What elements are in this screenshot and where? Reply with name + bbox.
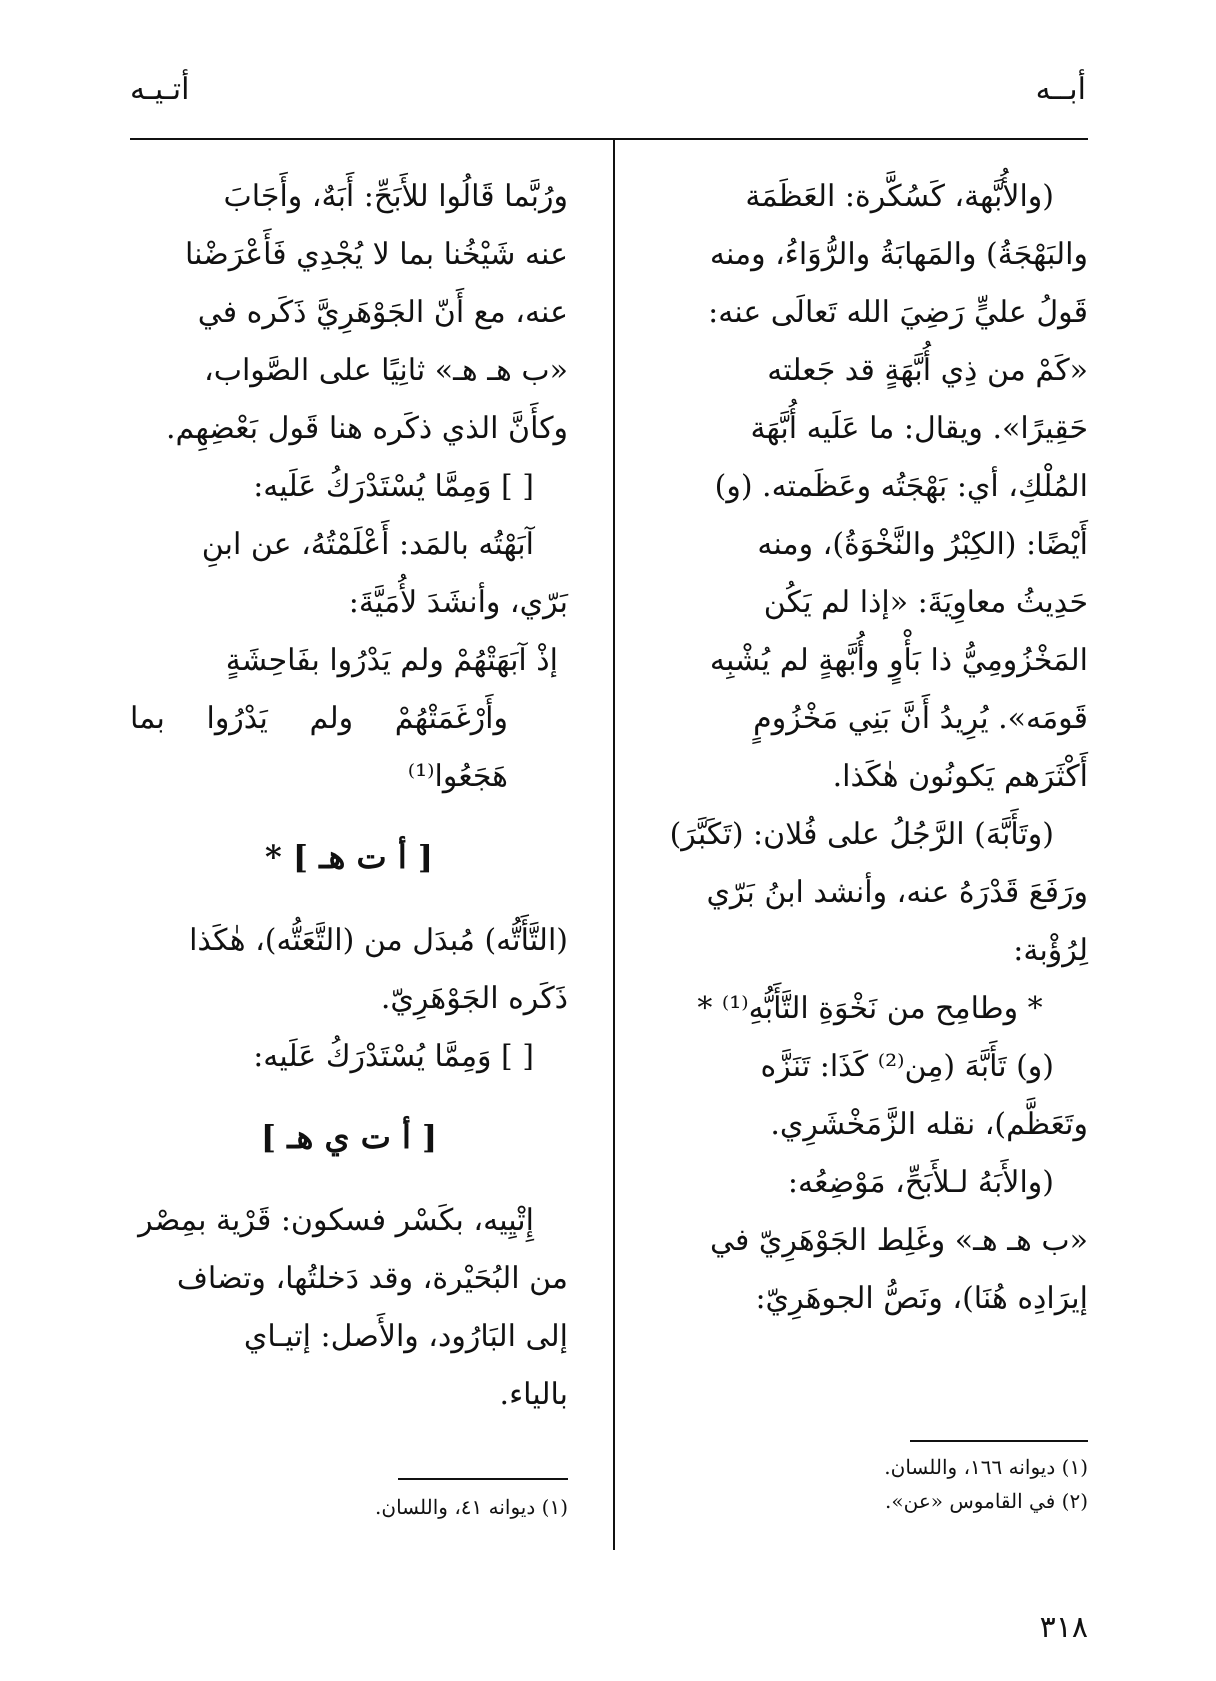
text-line: (والأُبَّهة، كَسُكَّرة: العَظَمَة (745, 179, 1054, 214)
footnote: (١) ديوانه ١٦٦، واللسان. (884, 1455, 1088, 1479)
text-line: إِتْيِيه، بكَسْر فسكون: قَرْية بمِصْر (138, 1203, 534, 1238)
text-line: لِرُؤْبة: (1013, 933, 1088, 968)
text-line: (و) تَأَبَّهَ (مِن⁽²⁾ كَذَا: تَنَزَّه (760, 1049, 1054, 1084)
text-line: حَدِيثُ معاوِيَةَ: «إذا لم يَكُن (763, 585, 1088, 620)
left-column (130, 168, 568, 1424)
page-number: ٣١٨ (1039, 1610, 1088, 1645)
text-line: المَخْزُومِيُّ ذا بَأْوٍ وأُبَّهةٍ لم يُشْبِه (709, 643, 1088, 678)
text-line: «كَمْ من ذِي أُبَّهَةٍ قد جَعلته (767, 353, 1088, 388)
text-line: وكأَنَّ الذي ذكَره هنا قَول بَعْضِهِم. (165, 411, 568, 446)
verse-line: * وطامِح من نَخْوَةِ التَّأَبُّهِ⁽¹⁾ * (697, 991, 1043, 1026)
text-line: أَيْضًا: (الكِبْرُ والنَّخْوَةُ)، ومنه (757, 527, 1088, 562)
verse-line: إذْ آبَهَتْهُمْ ولم يَدْرُوا بفَاحِشَةٍ (225, 643, 558, 678)
entry-heading: [ أ ت هـ ] * (265, 838, 433, 876)
text-line: وتَعَظَّم)، نقله الزَّمَخْشَرِي. (770, 1107, 1088, 1142)
text-line: (وتَأَبَّهَ) الرَّجُلُ على فُلان: (تَكَبَّرَ) (669, 817, 1054, 852)
text-line: ورُبَّما قَالُوا للأَبَحِّ: أَبَهٌ، وأَجَابَ (223, 179, 568, 214)
header-left-entry: أتـيـه (130, 72, 190, 107)
text-line: بالياء. (499, 1377, 568, 1412)
text-line: إيرَادِه هُنَا)، ونَصُّ الجوهَرِيّ: (755, 1281, 1088, 1316)
text-line: عنه، مع أَنّ الجَوْهَرِيَّ ذَكَره في (197, 295, 568, 330)
text-line: آبَهْتُه بالمَد: أَعْلَمْتُهُ، عن ابنِ (201, 527, 534, 562)
text-line: إلى البَارُود، والأَصل: إتيـاي (243, 1319, 568, 1354)
text-line: بَرّي، وأنشَدَ لأُمَيَّةَ: (348, 585, 568, 620)
header-right-entry: أبــه (1035, 72, 1086, 107)
text-line: (والأَبَهُ لـلأَبَحِّ، مَوْضِعُه: (787, 1165, 1054, 1200)
text-line: من البُحَيْرة، وقد دَخلتُها، وتضاف (176, 1261, 568, 1296)
text-line: (التَّأَتُّه) مُبدَل من (التَّعَتُّه)، هٰكَذا (189, 923, 568, 958)
text-line: أَكْثَرَهم يَكونُون هٰكَذا. (832, 759, 1088, 794)
verse-line: وأَرْغَمَتْهُمْ ولم يَدْرُوا بما هَجَعُوا⁽¹⁾ (130, 701, 508, 794)
right-column (652, 168, 1088, 1328)
footnote: (١) ديوانه ٤١، واللسان. (375, 1495, 568, 1519)
page-header (0, 72, 1216, 132)
text-line: المُلْكِ، أي: بَهْجَتُه وعَظَمته. (و) (714, 469, 1088, 504)
footnote: (٢) في القاموس «عن». (885, 1489, 1088, 1513)
footnote-rule (910, 1440, 1088, 1442)
header-rule (130, 138, 1088, 140)
footnote-rule (398, 1478, 568, 1480)
mustadrak-line: [ ] وَمِمَّا يُسْتَدْرَكُ عَلَيه: (253, 469, 534, 504)
column-divider (613, 140, 615, 1550)
text-line: ذَكَره الجَوْهَرِيّ. (380, 981, 568, 1016)
text-line: قَومَه». يُرِيدُ أَنَّ بَنِي مَخْزُومٍ (753, 701, 1088, 736)
text-line: ورَفَعَ قَدْرَهُ عنه، وأنشد ابنُ بَرّي (706, 875, 1088, 910)
text-line: والبَهْجَةُ) والمَهابَةُ والرُّوَاءُ، ومنه (709, 237, 1088, 272)
text-line: حَقِيرًا». ويقال: ما عَلَيه أُبَّهَة (750, 411, 1088, 446)
text-line: «ب هـ هـ» ثانِيًا على الصَّواب، (204, 353, 568, 388)
mustadrak-line: [ ] وَمِمَّا يُسْتَدْرَكُ عَلَيه: (253, 1039, 534, 1074)
text-line: «ب هـ هـ» وغَلِط الجَوْهَرِيّ في (710, 1223, 1088, 1258)
text-line: عنه شَيْخُنا بما لا يُجْدِي فَأَعْرَضْنا (185, 237, 568, 272)
text-line: قَولُ عليٍّ رَضِيَ الله تَعالَى عنه: (708, 295, 1088, 330)
entry-heading: [ أ ت ي هـ ] (260, 1118, 438, 1156)
